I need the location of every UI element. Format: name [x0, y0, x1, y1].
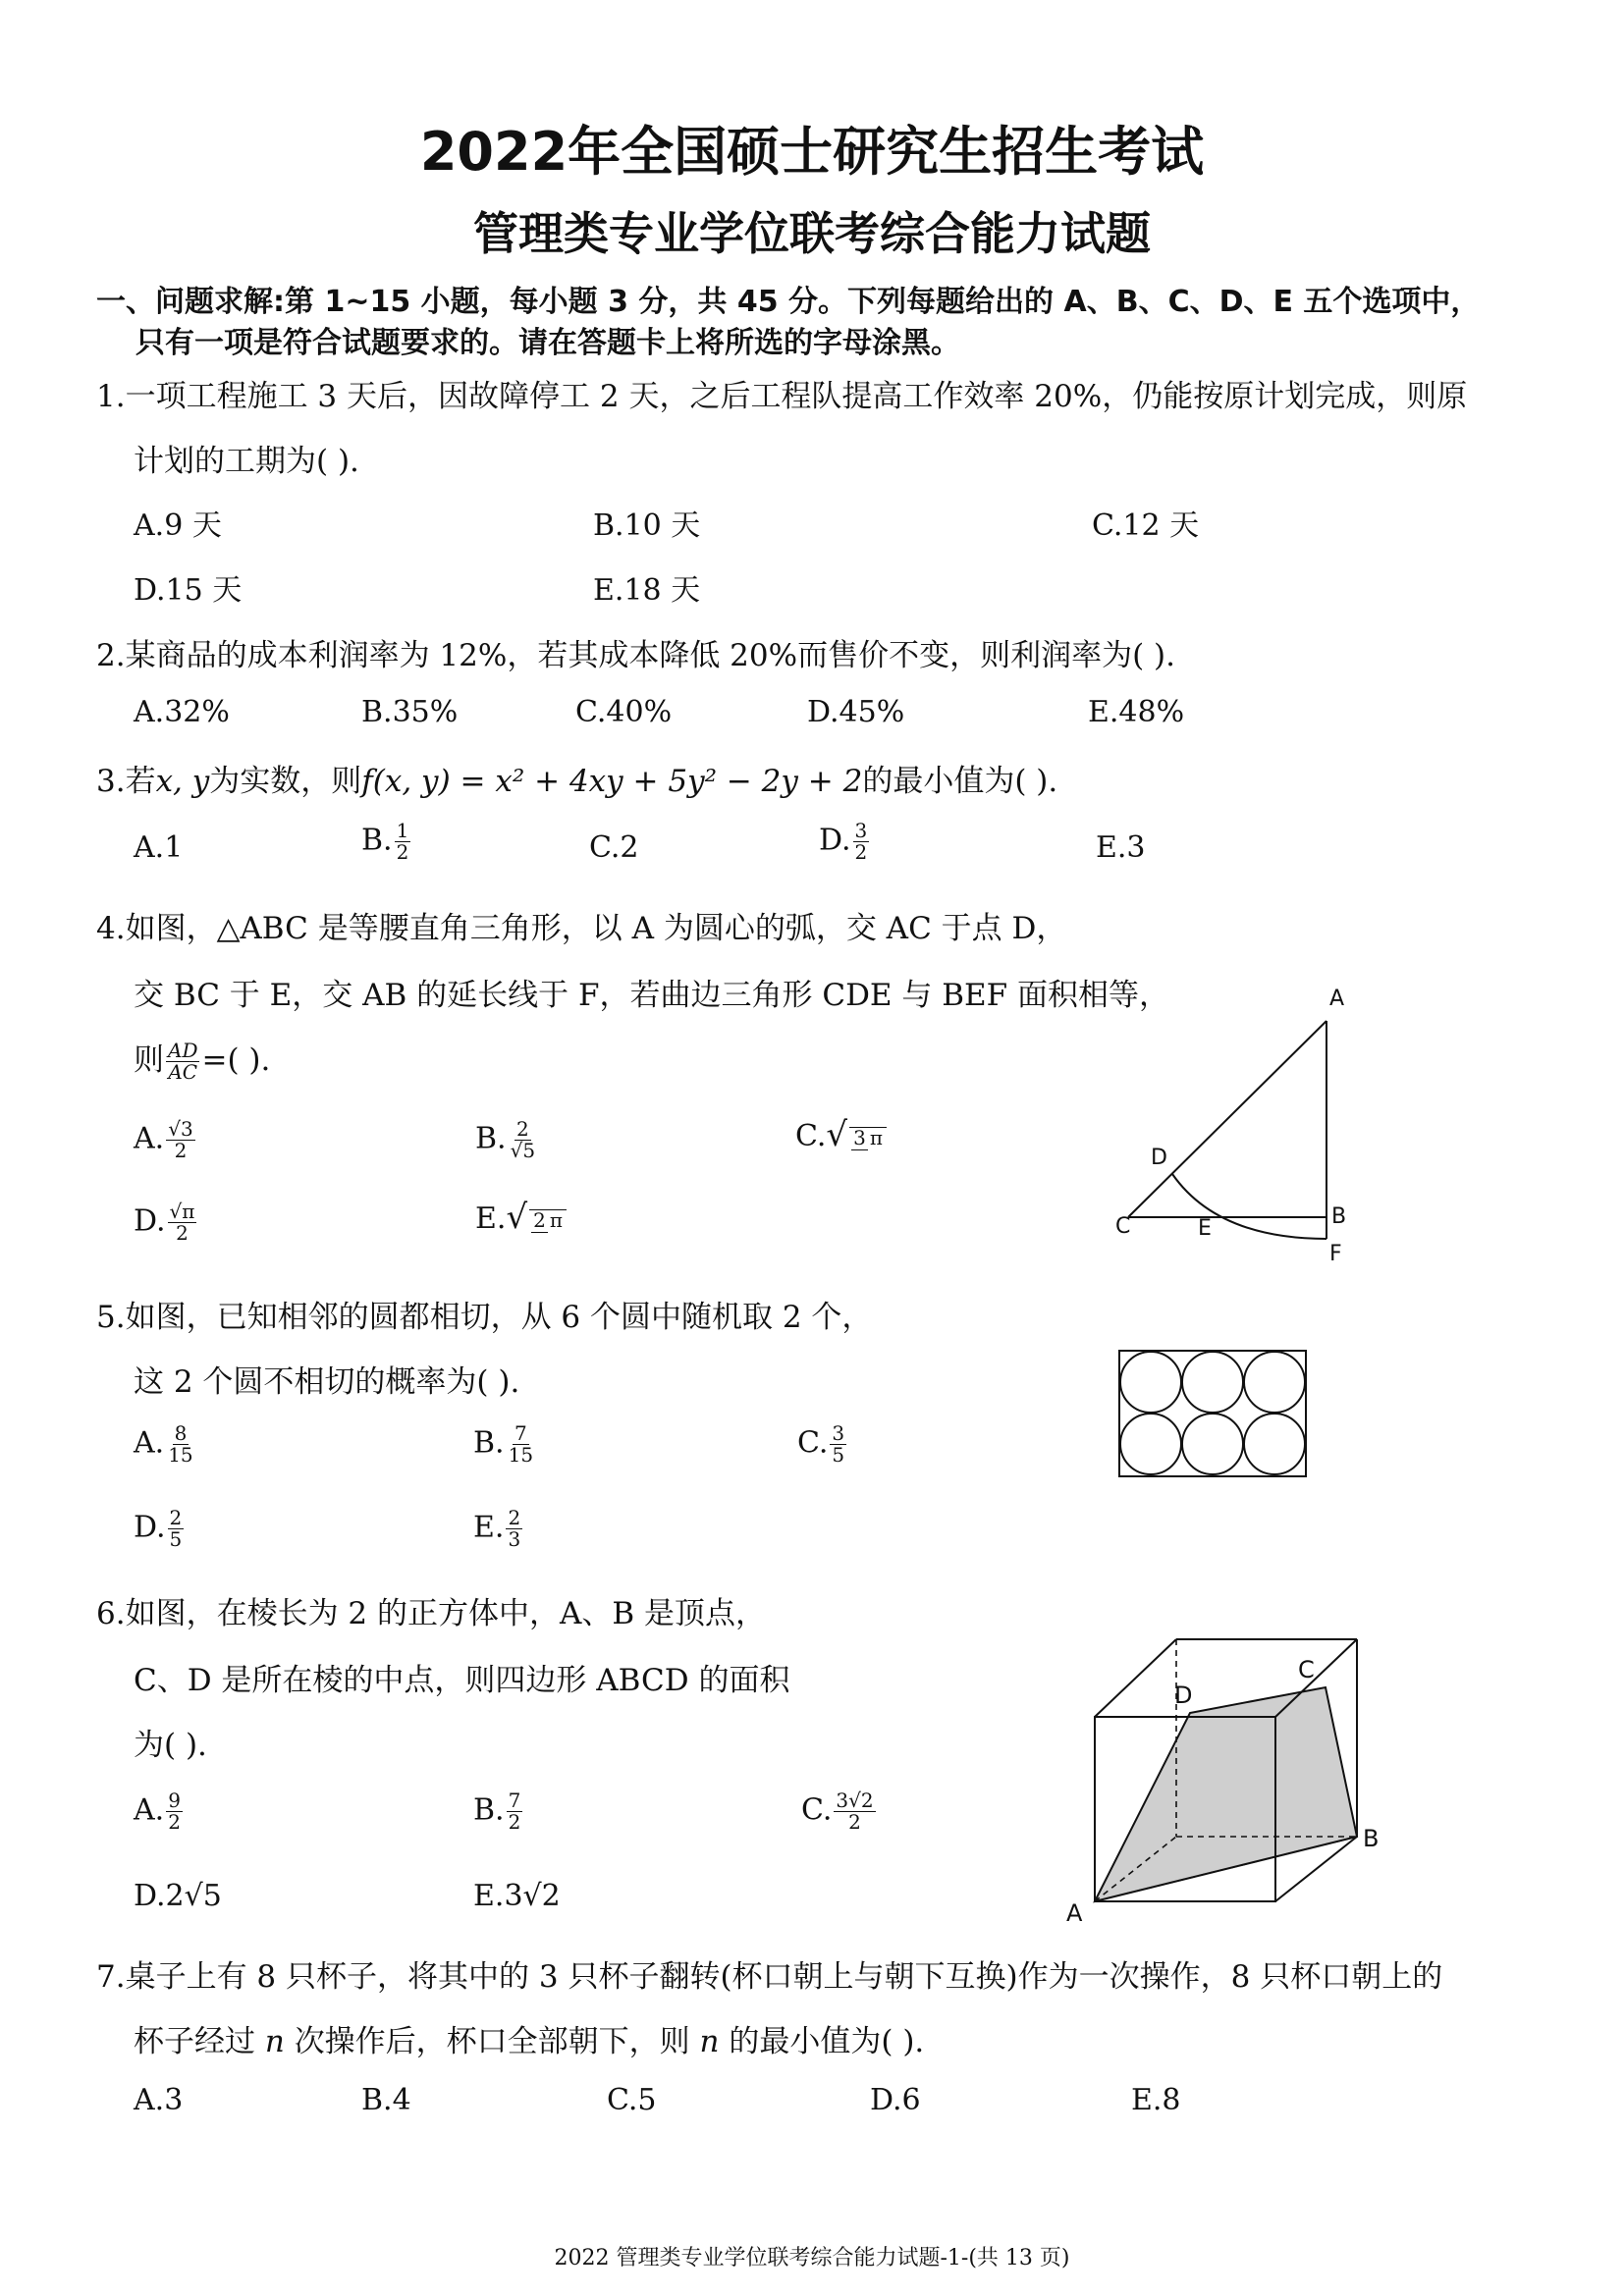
q7-option-c: C.5 — [607, 2083, 657, 2117]
q6-option-e: E.3√2 — [473, 1879, 561, 1913]
q4-stem-line1: 4.如图，△ABC 是等腰直角三角形，以 A 为圆心的弧，交 AC 于点 D， — [96, 911, 1067, 946]
q7-option-a: A.3 — [134, 2083, 184, 2117]
q6-label-b: B — [1363, 1825, 1380, 1852]
q3-option-e: E.3 — [1096, 830, 1146, 865]
q4-label-a: A — [1329, 987, 1345, 1011]
q4-stem-line3: 则 $\frac{AD}{AC}$ =( ). — [134, 1039, 271, 1084]
q5-circle — [1244, 1414, 1305, 1474]
q5-circle — [1244, 1352, 1305, 1413]
q6-label-a: A — [1066, 1899, 1083, 1927]
section-instructions-line2: 只有一项是符合试题要求的。请在答题卡上将所选的字母涂黑。 — [135, 326, 960, 360]
q4-option-c: C.√ 3 π — [795, 1115, 889, 1154]
page-footer: 2022 管理类专业学位联考综合能力试题-1-(共 13 页) — [554, 2246, 1070, 2270]
q5-circle — [1120, 1414, 1181, 1474]
q4-option-e: E.√ 2 π — [475, 1198, 568, 1237]
q6-stem-line2: C、D 是所在棱的中点，则四边形 ABCD 的面积 — [134, 1663, 790, 1698]
q7-option-d: D.6 — [870, 2083, 921, 2117]
q5-option-e: E. $\frac{2}{3}$ — [473, 1506, 521, 1551]
q3-stem — [96, 756, 1057, 800]
q3-option-b: B. $\frac{1}{2}$ — [361, 819, 409, 864]
page-title: 2022年全国硕士研究生招生考试 — [419, 121, 1205, 183]
q3-option-a: A.1 — [134, 830, 184, 865]
q3-mid: 为实数，则 — [209, 764, 362, 799]
q6-option-d: D.2√5 — [134, 1879, 222, 1913]
q4-option-d: D. $\frac{√\pi}{2}$ — [134, 1200, 195, 1245]
q6-stem-line1: 6.如图，在棱长为 2 的正方体中，A、B 是顶点， — [96, 1596, 767, 1631]
q4-option-b: B. $\frac{2}{√5}$ — [475, 1117, 536, 1162]
q5-circles-figure — [1117, 1349, 1308, 1478]
q1-option-b: B.10 天 — [593, 508, 701, 543]
q7-option-e: E.8 — [1131, 2083, 1181, 2117]
q4-edge-ac — [1128, 1021, 1326, 1217]
q6-cube-figure — [1060, 1634, 1394, 1929]
q1-option-e: E.18 天 — [593, 573, 701, 608]
q2-option-d: D.45% — [807, 695, 905, 729]
q1-option-c: C.12 天 — [1092, 508, 1200, 543]
section-instructions-line1: 一、问题求解:第 1~15 小题，每小题 3 分，共 45 分。下列每题给出的 A、B、C、D、E 五个选项中， — [96, 285, 1481, 319]
q3-option-d: D. $\frac{3}{2}$ — [819, 819, 868, 864]
q5-stem-line1: 5.如图，已知相邻的圆都相切，从 6 个圆中随机取 2 个， — [96, 1300, 873, 1335]
q4-triangle-figure — [1100, 982, 1355, 1286]
q3-prefix: 3.若 — [96, 764, 156, 799]
q3-vars: x, y — [155, 764, 210, 799]
q6-option-c: C. $\frac{3√2}{2}$ — [801, 1789, 874, 1834]
q5-circle — [1120, 1352, 1181, 1413]
q4-label-e: E — [1198, 1216, 1212, 1241]
q5-stem-line2: 这 2 个圆不相切的概率为( ). — [134, 1364, 520, 1400]
q6-option-a: A. $\frac{9}{2}$ — [134, 1789, 181, 1834]
q4-label-c: C — [1115, 1214, 1131, 1239]
q6-label-d: D — [1174, 1682, 1193, 1709]
q6-stem-line3: 为( ). — [134, 1728, 207, 1763]
q3-suffix: 的最小值为( ). — [862, 764, 1058, 799]
q4-stem-line2: 交 BC 于 E，交 AB 的延长线于 F，若曲边三角形 CDE 与 BEF 面积相等， — [134, 978, 1170, 1013]
q4-arc — [1172, 1174, 1326, 1239]
q6-cube-edge — [1095, 1639, 1176, 1717]
page-subtitle: 管理类专业学位联考综合能力试题 — [473, 207, 1151, 260]
q2-stem: 2.某商品的成本利润率为 12%，若其成本降低 20%而售价不变，则利润率为( ). — [96, 638, 1175, 673]
q4-label-b: B — [1331, 1204, 1347, 1229]
q6-label-c: C — [1298, 1656, 1315, 1683]
q5-circle — [1182, 1352, 1243, 1413]
q1-stem-line1: 1.一项工程施工 3 天后，因故障停工 2 天，之后工程队提高工作效率 20%，仍能按原计划完成，则原 — [96, 379, 1468, 414]
q7-stem-line1: 7.桌子上有 8 只杯子，将其中的 3 只杯子翻转(杯口朝上与朝下互换)作为一次操作，8 只杯口朝上的 — [96, 1959, 1443, 1995]
q3-option-c: C.2 — [589, 830, 639, 865]
q2-option-c: C.40% — [575, 695, 673, 729]
q2-option-a: A.32% — [134, 695, 230, 729]
q1-option-d: D.15 天 — [134, 573, 243, 608]
q5-option-b: B. $\frac{7}{15}$ — [473, 1421, 534, 1467]
q7-stem-line2: 杯子经过 n 次操作后，杯口全部朝下，则 n 的最小值为( ). — [134, 2024, 925, 2059]
q2-option-e: E.48% — [1088, 695, 1185, 729]
q5-option-c: C. $\frac{3}{5}$ — [797, 1421, 845, 1467]
q2-option-b: B.35% — [361, 695, 459, 729]
q5-option-d: D. $\frac{2}{5}$ — [134, 1506, 183, 1551]
q3-formula: f(x, y) = x² + 4xy + 5y² − 2y + 2 — [361, 764, 863, 799]
q4-option-a: A. $\frac{√3}{2}$ — [134, 1117, 193, 1162]
q1-option-a: A.9 天 — [134, 508, 222, 543]
q1-stem-line2: 计划的工期为( ). — [134, 444, 359, 479]
q4-label-d: D — [1151, 1146, 1167, 1170]
q4-label-f: F — [1329, 1242, 1342, 1266]
q6-option-b: B. $\frac{7}{2}$ — [473, 1789, 521, 1834]
q7-option-b: B.4 — [361, 2083, 411, 2117]
q5-option-a: A. $\frac{8}{15}$ — [134, 1421, 193, 1467]
q5-circle — [1182, 1414, 1243, 1474]
